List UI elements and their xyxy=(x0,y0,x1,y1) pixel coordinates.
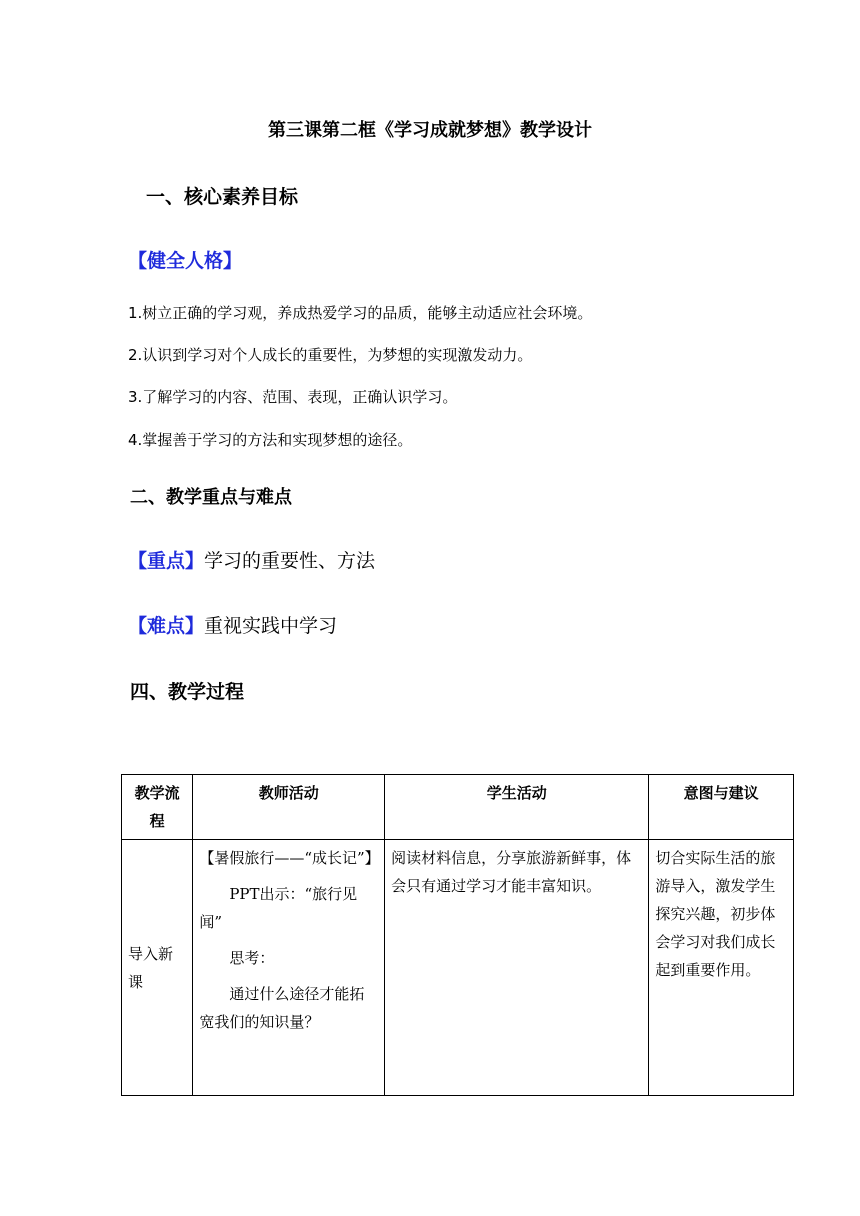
key-point-tag: 【重点】 xyxy=(128,550,205,572)
intent-cell: 切合实际生活的旅游导入，激发学生探究兴趣，初步体会学习对我们成长起到重要作用。 xyxy=(649,840,794,1096)
teacher-activity-title: 【暑假旅行——“成长记”】 xyxy=(199,849,380,867)
key-point-text: 学习的重要性、方法 xyxy=(204,550,376,572)
difficulty-text: 重视实践中学习 xyxy=(204,615,338,637)
teacher-activity-ppt: PPT出示：“旅行见闻” xyxy=(199,885,358,931)
header-stage: 教学流程 xyxy=(122,775,193,840)
table-row xyxy=(122,840,794,1096)
difficulty-tag: 【难点】 xyxy=(128,615,205,637)
goal-item: 4.掌握善于学习的方法和实现梦想的途径。 xyxy=(128,431,413,449)
goal-item: 3.了解学习的内容、范围、表现，正确认识学习。 xyxy=(128,388,458,406)
teacher-activity-think: 思考： xyxy=(229,949,275,967)
difficulty xyxy=(128,611,337,638)
header-intent: 意图与建议 xyxy=(649,775,794,840)
goal-item: 1.树立正确的学习观，养成热爱学习的品质，能够主动适应社会环境。 xyxy=(128,304,593,322)
section-heading-process: 四、教学过程 xyxy=(130,681,245,703)
header-student: 学生活动 xyxy=(385,775,649,840)
teacher-activity-question: 通过什么途径才能拓宽我们的知识量？ xyxy=(199,985,365,1031)
stage-cell: 导入新课 xyxy=(122,840,193,1096)
goal-item: 2.认识到学习对个人成长的重要性，为梦想的实现激发动力。 xyxy=(128,346,533,364)
student-cell: 阅读材料信息，分享旅游新鲜事，体会只有通过学习才能丰富知识。 xyxy=(385,840,649,1096)
tag-personality: 【健全人格】 xyxy=(128,250,243,272)
table-header-row xyxy=(122,775,794,840)
process-table xyxy=(121,774,794,1096)
section-heading-goals: 一、核心素养目标 xyxy=(146,186,299,208)
teacher-cell xyxy=(193,840,385,1096)
header-teacher: 教师活动 xyxy=(193,775,385,840)
page-title: 第三课第二框《学习成就梦想》教学设计 xyxy=(268,120,592,141)
section-heading-focus: 二、教学重点与难点 xyxy=(130,487,292,508)
key-point xyxy=(128,546,375,573)
